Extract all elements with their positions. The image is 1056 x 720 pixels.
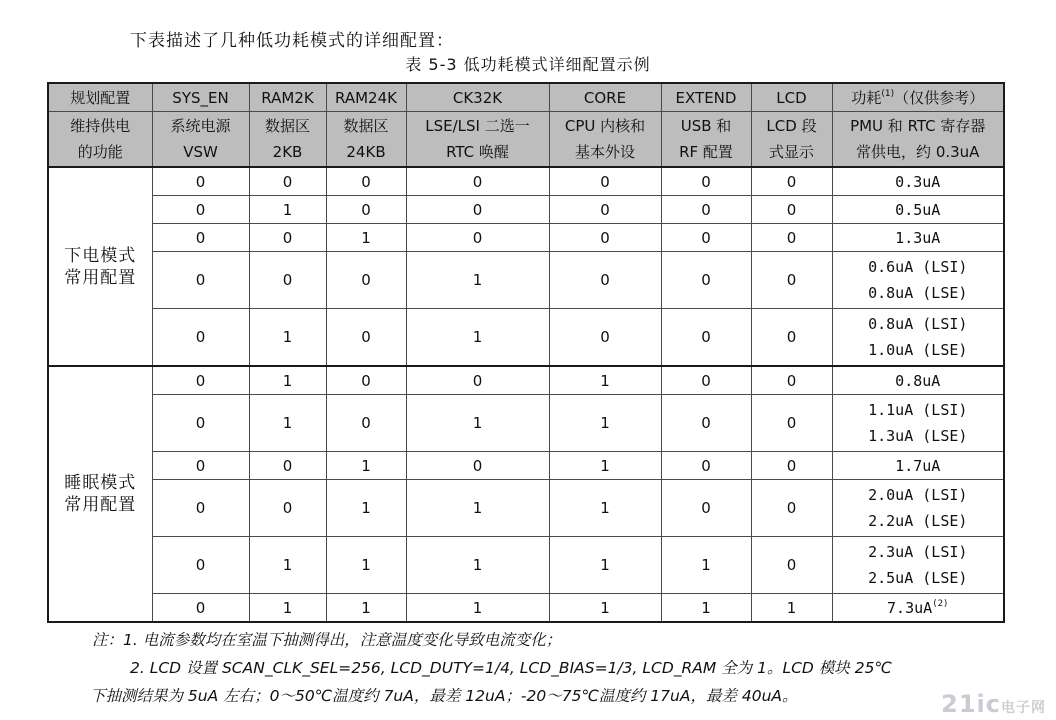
power-value: 0.5uA [895, 200, 941, 219]
bit-cell: 1 [549, 395, 661, 452]
function-cell [661, 112, 751, 168]
bit-cell: 0 [661, 480, 751, 537]
note-1: 注：1. 电流参数均在室温下抽测得出，注意温度变化导致电流变化； [92, 631, 562, 649]
bit-cell: 0 [152, 480, 249, 537]
bit-cell: 0 [326, 395, 406, 452]
bit-cell: 0 [152, 167, 249, 196]
power-cell [832, 366, 1004, 395]
power-cell [832, 224, 1004, 252]
function-line: 维持供电 [70, 117, 131, 135]
bit-cell: 0 [152, 395, 249, 452]
bit-cell: 0 [152, 224, 249, 252]
header-cell: RAM2K [249, 83, 326, 112]
bit-cell: 0 [152, 196, 249, 224]
bit-cell: 1 [326, 452, 406, 480]
power-label: 功耗 [851, 88, 882, 107]
header-cell: RAM24K [326, 83, 406, 112]
bit-cell: 1 [249, 309, 326, 367]
power-cell [832, 395, 1004, 452]
bit-cell: 0 [661, 366, 751, 395]
bit-cell: 1 [249, 537, 326, 594]
function-cell [48, 112, 152, 168]
bit-cell: 1 [406, 395, 549, 452]
bit-cell: 0 [406, 366, 549, 395]
bit-cell: 1 [661, 594, 751, 623]
mode-label: 下电模式 [64, 245, 137, 266]
power-cell [832, 480, 1004, 537]
power-value: 1.3uA [895, 228, 941, 247]
power-cell [832, 537, 1004, 594]
header-row [48, 83, 1004, 112]
bit-cell: 0 [249, 224, 326, 252]
header-cell: LCD [751, 83, 832, 112]
power-cell [832, 196, 1004, 224]
power-value: 1.1uA (LSI) [868, 401, 968, 419]
function-line: 常供电，约 0.3uA [856, 143, 980, 161]
function-line: PMU 和 RTC 寄存器 [850, 117, 986, 135]
watermark-brand: 21ic [941, 690, 1001, 718]
watermark-sub: 电子网 [1001, 700, 1046, 716]
table-row [48, 395, 1004, 452]
function-line: 系统电源 [170, 117, 231, 135]
function-line: USB 和 [680, 117, 732, 135]
power-cell [832, 594, 1004, 623]
mode-cell [48, 167, 152, 366]
header-cell: 规划配置 [48, 83, 152, 112]
power-cell [832, 309, 1004, 367]
notes [92, 626, 1022, 710]
bit-cell: 0 [751, 167, 832, 196]
table-row [48, 594, 1004, 623]
bit-cell: 1 [549, 452, 661, 480]
bit-cell: 1 [751, 594, 832, 623]
power-value: 2.0uA (LSI) [868, 486, 968, 504]
bit-cell: 1 [406, 537, 549, 594]
bit-cell: 0 [152, 594, 249, 623]
function-row [48, 112, 1004, 168]
bit-cell: 0 [249, 452, 326, 480]
note-3: 下抽测结果为 5uA 左右；0～50℃温度约 7uA，最差 12uA；-20～75℃温度约 17uA，最差 40uA。 [90, 687, 798, 705]
header-cell-power [832, 83, 1004, 112]
bit-cell: 1 [326, 537, 406, 594]
function-line: LCD 段 [766, 117, 817, 135]
bit-cell: 1 [661, 537, 751, 594]
function-line: LSE/LSI 二选一 [425, 117, 530, 135]
bit-cell: 0 [549, 252, 661, 309]
bit-cell: 0 [751, 196, 832, 224]
power-cell [832, 252, 1004, 309]
function-line: RF 配置 [679, 143, 733, 161]
bit-cell: 0 [152, 309, 249, 367]
bit-cell: 0 [326, 167, 406, 196]
function-cell [751, 112, 832, 168]
power-value: 2.2uA (LSE) [868, 512, 968, 530]
table-row [48, 480, 1004, 537]
power-value: 0.8uA [895, 371, 941, 390]
header-cell: SYS_EN [152, 83, 249, 112]
bit-cell: 0 [751, 452, 832, 480]
bit-cell: 0 [661, 309, 751, 367]
function-line: 2KB [272, 143, 303, 161]
bit-cell: 0 [152, 366, 249, 395]
table-caption: 表 5-3 低功耗模式详细配置示例 [405, 55, 651, 74]
table-row [48, 252, 1004, 309]
bit-cell: 0 [249, 167, 326, 196]
bit-cell: 0 [751, 252, 832, 309]
bit-cell: 0 [406, 452, 549, 480]
power-value: 2.5uA (LSE) [868, 569, 968, 587]
bit-cell: 0 [406, 196, 549, 224]
watermark-logo [941, 690, 1046, 718]
bit-cell: 1 [326, 480, 406, 537]
table-row [48, 366, 1004, 395]
table-row [48, 452, 1004, 480]
function-line: CPU 内核和 [564, 117, 646, 135]
bit-cell: 0 [152, 252, 249, 309]
function-line: 基本外设 [574, 143, 635, 161]
power-value: 1.3uA (LSE) [868, 427, 968, 445]
bit-cell: 0 [661, 196, 751, 224]
bit-cell: 0 [249, 480, 326, 537]
low-power-config-table [47, 82, 1005, 623]
power-value: 0.3uA [895, 172, 941, 191]
mode-label: 常用配置 [64, 495, 137, 515]
table-row [48, 196, 1004, 224]
function-line: 式显示 [768, 143, 814, 161]
power-value: 7.3uA [887, 598, 933, 617]
bit-cell: 0 [326, 252, 406, 309]
table-row [48, 224, 1004, 252]
bit-cell: 0 [661, 252, 751, 309]
bit-cell: 1 [249, 366, 326, 395]
bit-cell: 0 [661, 452, 751, 480]
footnote-marker: (1) [881, 88, 895, 99]
bit-cell: 0 [661, 395, 751, 452]
power-cell [832, 167, 1004, 196]
power-suffix: （仅供参考） [894, 88, 985, 107]
bit-cell: 0 [751, 537, 832, 594]
function-line: 数据区 [343, 117, 389, 135]
bit-cell: 1 [249, 395, 326, 452]
power-value: 1.7uA [895, 456, 941, 475]
bit-cell: 1 [249, 196, 326, 224]
bit-cell: 0 [152, 537, 249, 594]
function-line: 的功能 [77, 143, 123, 161]
function-cell [152, 112, 249, 168]
note-2: 2. LCD 设置 SCAN_CLK_SEL=256, LCD_DUTY=1/4, LCD_BIAS=1/3, LCD_RAM 全为 1。LCD 模块 25℃ [130, 659, 892, 677]
function-cell [406, 112, 549, 168]
bit-cell: 0 [326, 196, 406, 224]
bit-cell: 1 [406, 252, 549, 309]
bit-cell: 0 [406, 167, 549, 196]
header-cell: CORE [549, 83, 661, 112]
mode-label: 常用配置 [64, 267, 137, 288]
bit-cell: 1 [326, 224, 406, 252]
intro-text: 下表描述了几种低功耗模式的详细配置： [130, 31, 454, 51]
bit-cell: 1 [406, 480, 549, 537]
function-cell [832, 112, 1004, 168]
bit-cell: 1 [549, 594, 661, 623]
bit-cell: 0 [249, 252, 326, 309]
mode-label: 睡眠模式 [64, 473, 137, 493]
bit-cell: 0 [751, 395, 832, 452]
bit-cell: 1 [549, 366, 661, 395]
function-line: VSW [183, 143, 218, 161]
bit-cell: 0 [661, 167, 751, 196]
header-cell: EXTEND [661, 83, 751, 112]
table-row [48, 167, 1004, 196]
bit-cell: 0 [661, 224, 751, 252]
bit-cell: 0 [406, 224, 549, 252]
bit-cell: 1 [406, 309, 549, 367]
bit-cell: 0 [152, 452, 249, 480]
function-cell [549, 112, 661, 168]
bit-cell: 1 [549, 537, 661, 594]
function-cell [326, 112, 406, 168]
header-cell: CK32K [406, 83, 549, 112]
bit-cell: 0 [549, 224, 661, 252]
power-value: 1.0uA (LSE) [868, 341, 968, 359]
power-value: 0.8uA (LSE) [868, 284, 968, 302]
function-cell [249, 112, 326, 168]
bit-cell: 1 [249, 594, 326, 623]
power-value: 0.8uA (LSI) [868, 315, 968, 333]
footnote-marker: (2) [932, 598, 949, 609]
bit-cell: 0 [751, 480, 832, 537]
bit-cell: 0 [549, 309, 661, 367]
bit-cell: 1 [549, 480, 661, 537]
mode-cell [48, 366, 152, 622]
bit-cell: 1 [326, 594, 406, 623]
power-value: 2.3uA (LSI) [868, 543, 968, 561]
power-cell [832, 452, 1004, 480]
table-row [48, 537, 1004, 594]
power-value: 0.6uA (LSI) [868, 258, 968, 276]
function-line: 24KB [346, 143, 386, 161]
bit-cell: 1 [406, 594, 549, 623]
bit-cell: 0 [326, 366, 406, 395]
bit-cell: 0 [751, 309, 832, 367]
bit-cell: 0 [751, 366, 832, 395]
function-line: 数据区 [264, 117, 310, 135]
function-line: RTC 唤醒 [446, 143, 509, 161]
bit-cell: 0 [751, 224, 832, 252]
bit-cell: 0 [549, 167, 661, 196]
bit-cell: 0 [326, 309, 406, 367]
table-row [48, 309, 1004, 367]
bit-cell: 0 [549, 196, 661, 224]
